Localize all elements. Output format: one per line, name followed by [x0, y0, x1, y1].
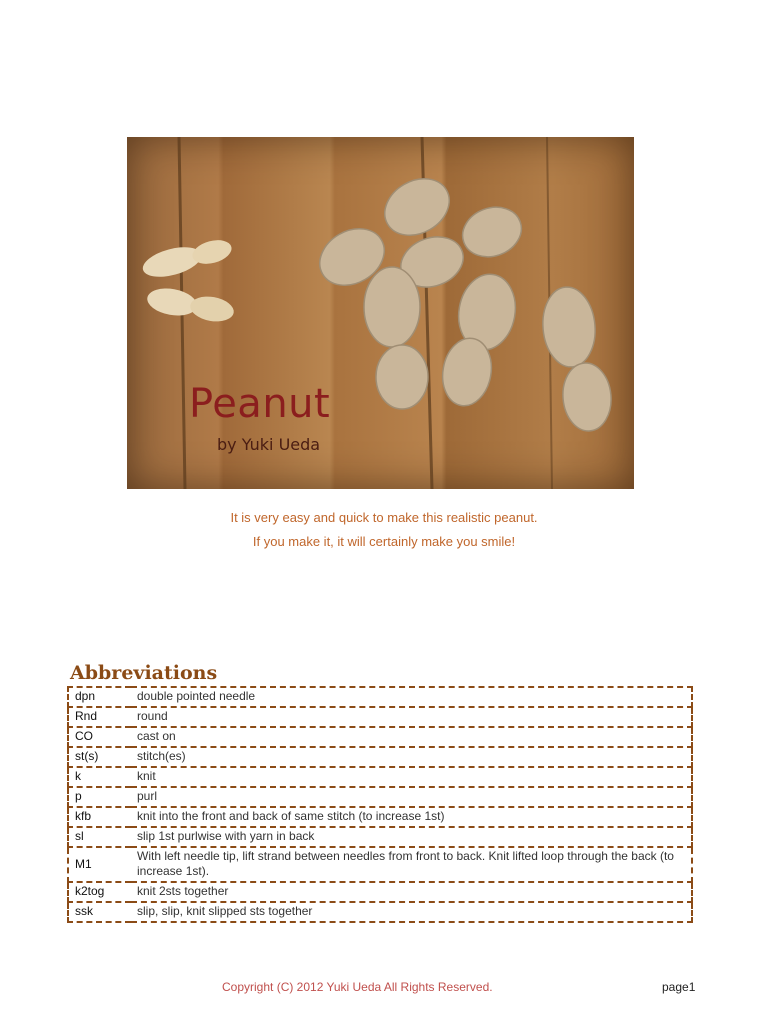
abbr-definition: slip 1st purlwise with yarn in back [131, 827, 692, 847]
table-row [68, 847, 692, 882]
abbreviations-table [67, 686, 693, 923]
abbr-term: kfb [68, 807, 131, 827]
abbr-definition: cast on [131, 727, 692, 747]
abbr-term: M1 [68, 847, 131, 882]
abbr-term: sl [68, 827, 131, 847]
peanut-photo [127, 137, 634, 489]
table-row [68, 767, 692, 787]
abbr-term: k [68, 767, 131, 787]
abbr-term: ssk [68, 902, 131, 922]
abbr-definition: knit [131, 767, 692, 787]
copyright-notice: Copyright (C) 2012 Yuki Ueda All Rights Reserved. [222, 980, 493, 994]
abbr-definition: slip, slip, knit slipped sts together [131, 902, 692, 922]
table-row [68, 687, 692, 707]
abbr-definition: round [131, 707, 692, 727]
abbr-term: dpn [68, 687, 131, 707]
abbr-term: st(s) [68, 747, 131, 767]
abbr-definition: purl [131, 787, 692, 807]
photo-subtitle: by Yuki Ueda [217, 435, 321, 454]
abbr-term: Rnd [68, 707, 131, 727]
abbr-term: p [68, 787, 131, 807]
abbr-definition: stitch(es) [131, 747, 692, 767]
photo-title: Peanut [189, 381, 331, 427]
table-row [68, 882, 692, 902]
knitted-peanut-icon [310, 167, 614, 432]
abbr-definition: knit into the front and back of same stitch (to increase 1st) [131, 807, 692, 827]
abbr-definition: With left needle tip, lift strand between needles from front to back. Knit lifted loop through the back (to increase 1st). [131, 847, 692, 882]
page-number: page1 [662, 980, 696, 994]
abbr-term: CO [68, 727, 131, 747]
abbreviations-heading: Abbreviations [70, 662, 218, 684]
table-row [68, 902, 692, 922]
table-row [68, 827, 692, 847]
table-row [68, 747, 692, 767]
intro-line-2: If you make it, it will certainly make you smile! [252, 534, 516, 549]
intro-line-1: It is very easy and quick to make this realistic peanut. [230, 510, 538, 525]
table-row [68, 707, 692, 727]
table-row [68, 727, 692, 747]
photo-illustration [127, 137, 634, 489]
table-row [68, 807, 692, 827]
real-peanut-icon [140, 236, 236, 324]
abbr-definition: knit 2sts together [131, 882, 692, 902]
table-row [68, 787, 692, 807]
abbr-term: k2tog [68, 882, 131, 902]
abbr-definition: double pointed needle [131, 687, 692, 707]
